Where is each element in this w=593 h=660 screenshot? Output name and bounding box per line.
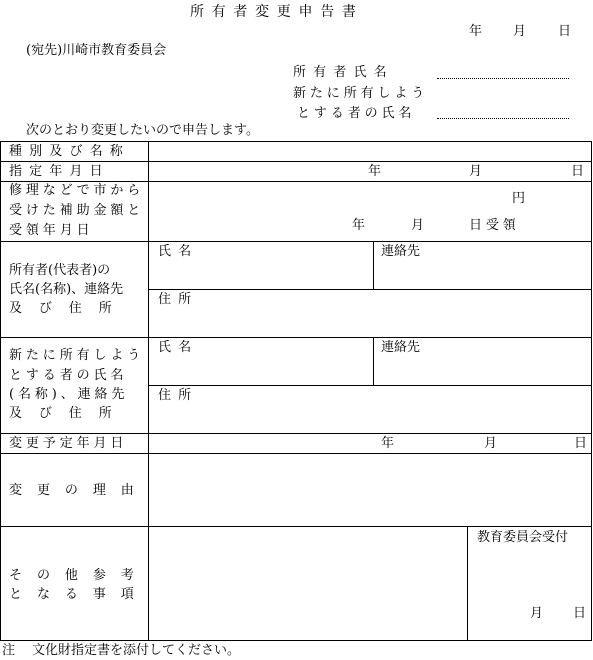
owner-label-1: 所有者(代表者)の (9, 263, 111, 278)
intro-text: 次のとおり変更したいので申告します。 (26, 123, 259, 138)
reception-box-border (467, 526, 468, 640)
change-day: 日 (574, 436, 588, 451)
kind-label: 種別及び名称 (9, 144, 130, 159)
subsidy-yen: 円 (512, 191, 526, 206)
header-date-month: 月 (513, 24, 527, 39)
new-owner-contact-field-label: 連絡先 (381, 340, 421, 355)
new-owner-name-label-1: 新たに所有しよう (293, 86, 429, 101)
owner-name-line[interactable] (437, 78, 569, 79)
table-left-border (0, 141, 1, 641)
owner-name-label: 所有者氏名 (293, 65, 394, 80)
owner-inner-separator (148, 289, 592, 290)
new-owner-name-field-label: 氏名 (158, 340, 199, 355)
subsidy-year: 年 (352, 218, 366, 233)
designation-year: 年 (368, 164, 382, 179)
row-separator (0, 526, 592, 527)
new-owner-inner-separator (148, 385, 592, 386)
table-right-border (591, 141, 592, 641)
new-owner-address-field-label: 住所 (158, 388, 199, 403)
new-owner-label-3: (名称)、連絡先 (9, 387, 129, 402)
form-title: 所有者変更申告書 (190, 4, 364, 20)
new-owner-contact-divider (373, 337, 374, 385)
footer-note: 文化財指定書を添付してください。 (32, 643, 241, 658)
new-owner-label-1: 新たに所有しよう (9, 348, 145, 363)
reception-label: 教育委員会受付 (477, 530, 569, 545)
reception-day: 日 (573, 606, 587, 621)
other-label-1: その他参考 (9, 568, 149, 583)
change-year: 年 (381, 436, 395, 451)
row-separator (0, 337, 592, 338)
owner-label-2: 氏名(名称)、連絡先 (9, 282, 124, 297)
reception-month: 月 (530, 606, 544, 621)
subsidy-label-3: 受領年月日 (9, 223, 94, 238)
row-separator (0, 241, 592, 242)
new-owner-name-label-2: とする者の氏名 (297, 106, 416, 121)
subsidy-month: 月 (411, 218, 425, 233)
addressee: (宛先)川崎市教育委員会 (26, 43, 167, 58)
change-month: 月 (484, 436, 498, 451)
subsidy-label-1: 修理などで市から (9, 183, 145, 198)
reason-label: 変更の理由 (9, 483, 149, 498)
owner-name-field-label: 氏名 (158, 244, 199, 259)
table-bottom-border (0, 640, 592, 641)
designation-date-label: 指定年月日 (9, 164, 110, 179)
designation-day: 日 (571, 164, 585, 179)
note-prefix: 注 (2, 643, 16, 658)
change-date-label: 変更予定年月日 (9, 436, 128, 451)
new-owner-label-2: とする者の氏名 (9, 368, 128, 383)
designation-month: 月 (469, 164, 483, 179)
subsidy-day-received: 日受領 (469, 218, 520, 233)
subsidy-label-2: 受けた補助金額と (9, 203, 145, 218)
new-owner-name-line[interactable] (437, 118, 569, 119)
other-label-2: となる事項 (9, 587, 149, 602)
owner-address-field-label: 住所 (158, 292, 199, 307)
new-owner-label-4: 及び住所 (9, 406, 129, 421)
owner-contact-field-label: 連絡先 (381, 244, 421, 259)
owner-contact-divider (373, 241, 374, 289)
owner-label-3: 及び住所 (9, 301, 129, 316)
header-date-year: 年 (469, 24, 483, 39)
header-date-day: 日 (558, 24, 572, 39)
